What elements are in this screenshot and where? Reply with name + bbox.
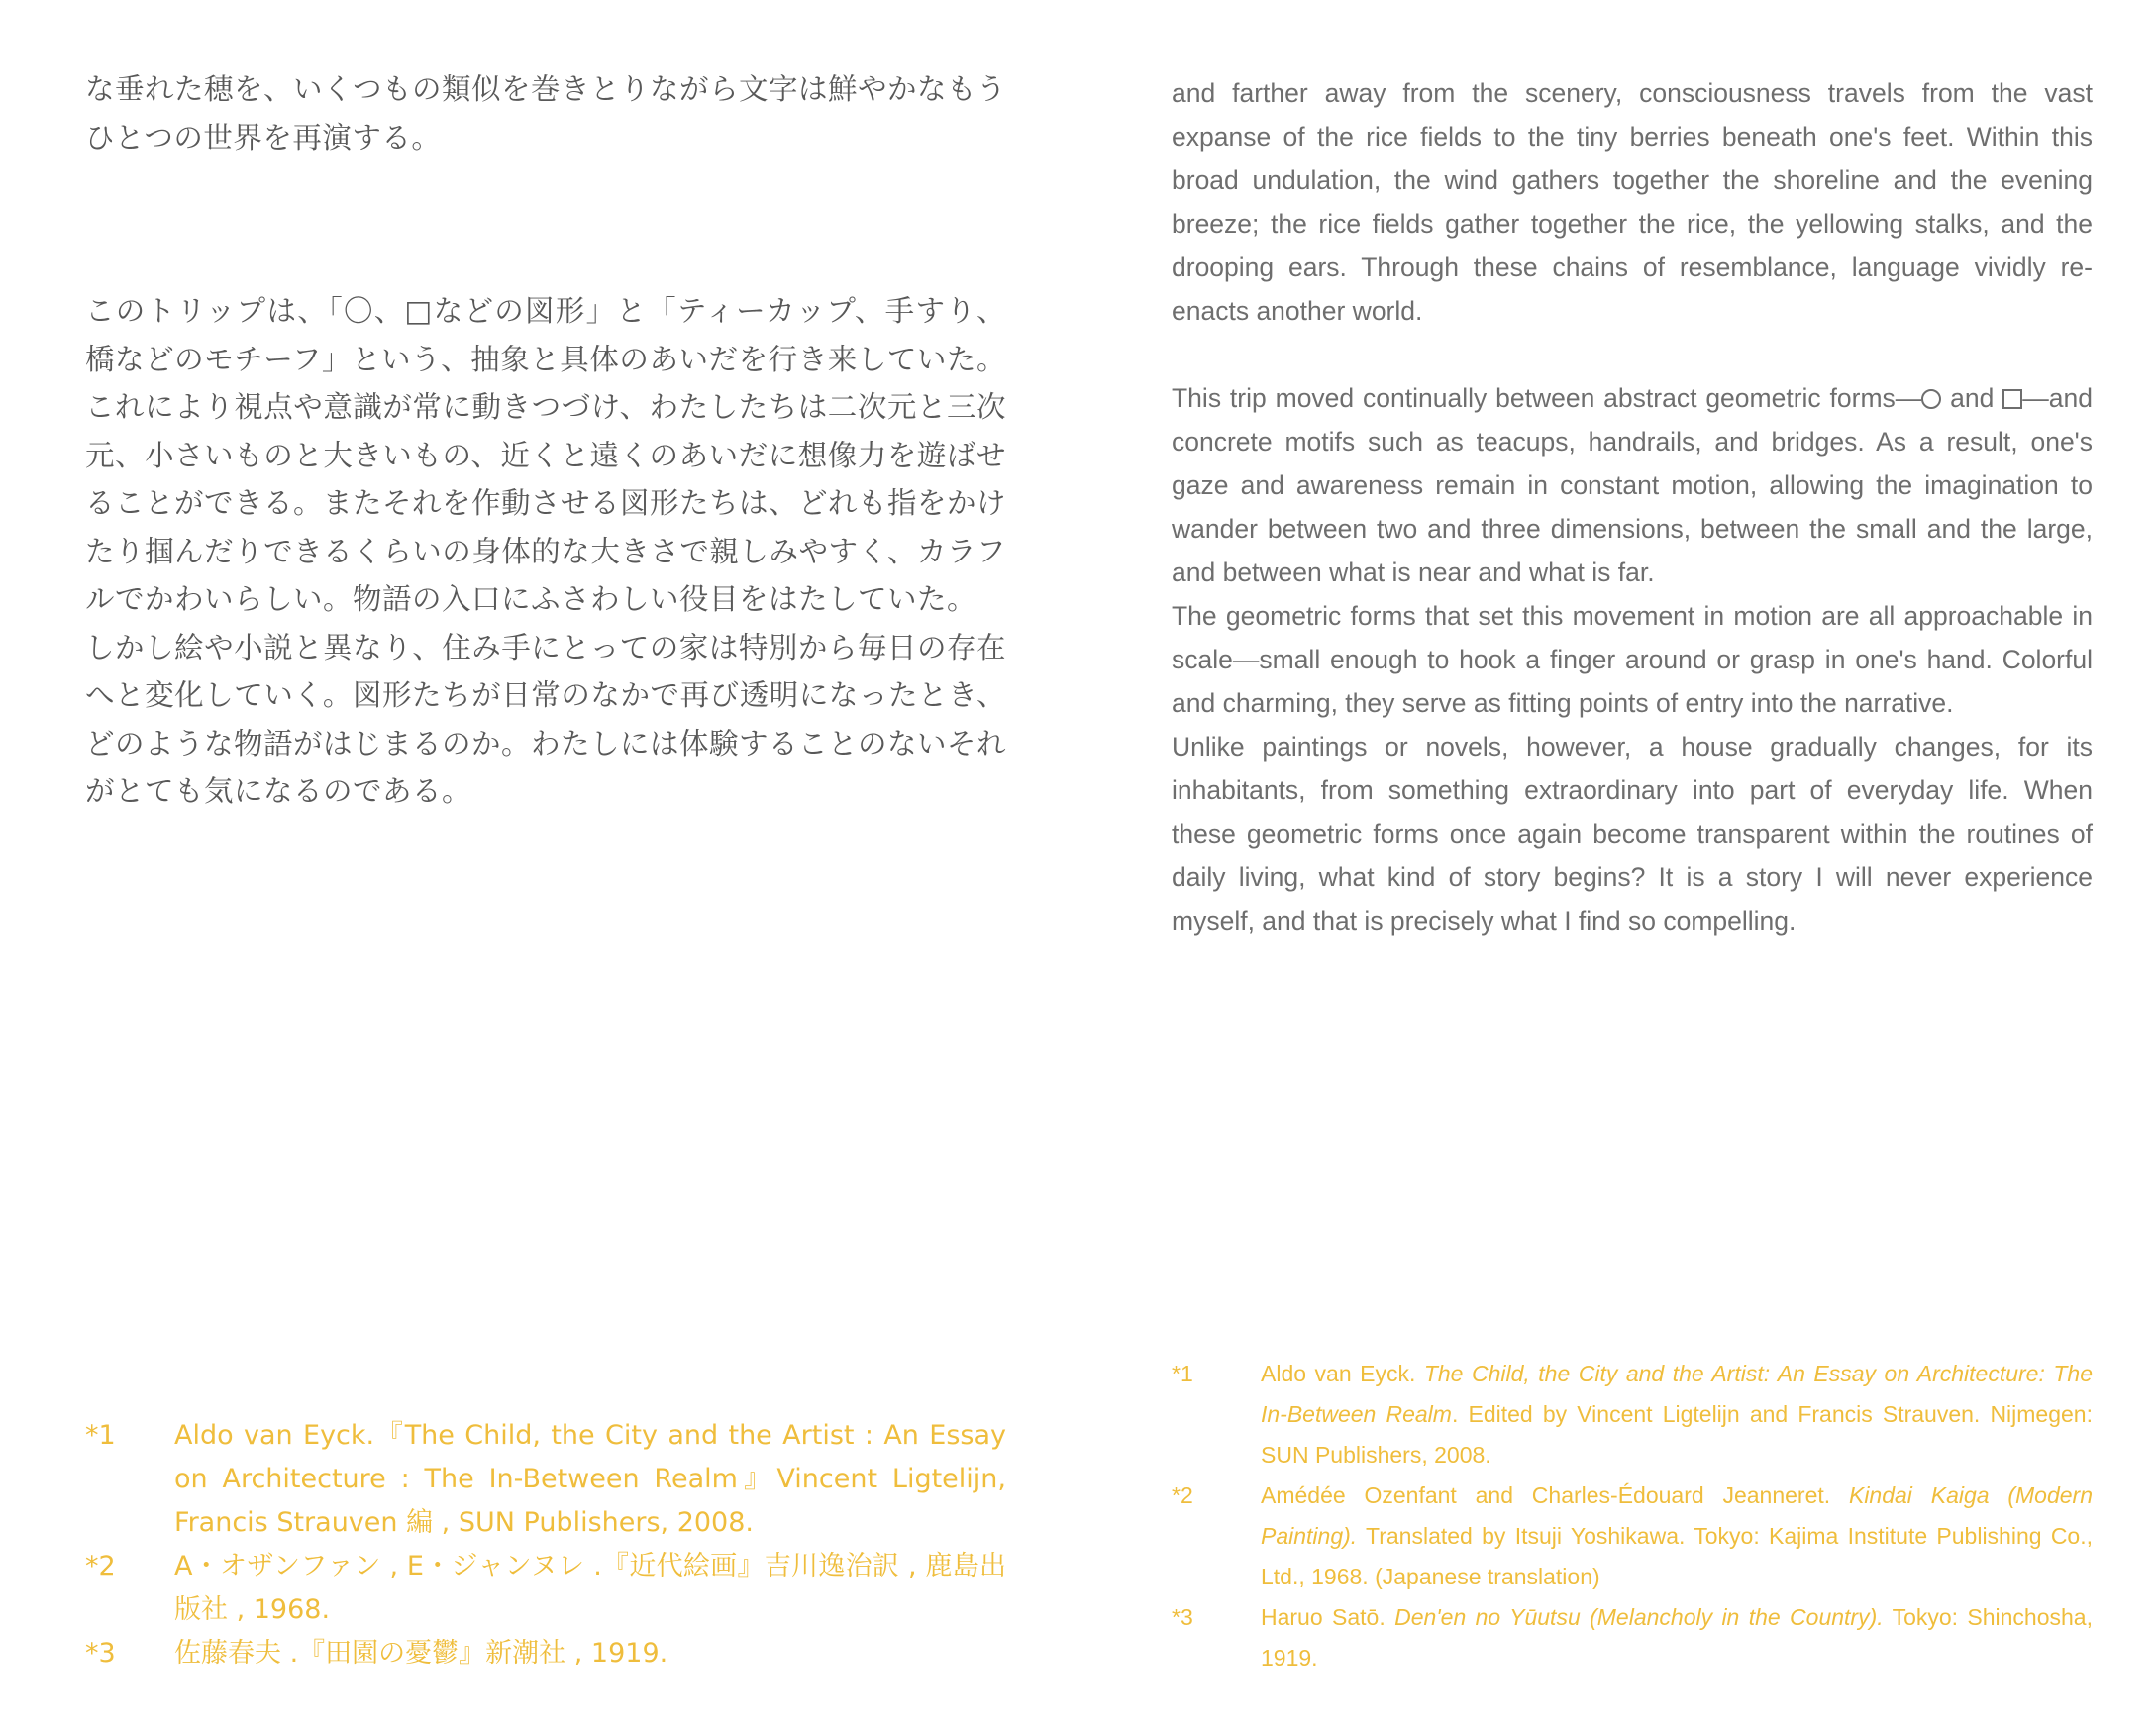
english-paragraph-1: and farther away from the scenery, consciousness travels from the vast expanse of the rice fields to the tiny berries beneath one's feet. Within this broad undulation, the wind gathers together the shoreline and the evening breeze; the rice fields gather together the rice, the yellowing stalks, and the drooping ears. Through these chains of resemblance, language vividly re-enacts another world. [1172,78,2093,326]
footnote-text [1261,1354,2093,1476]
footnote-post: Translated by Itsuji Yoshikawa. Tokyo: Kajima Institute Publishing Co., Ltd., 1968. (Japanese translation) [1261,1523,2093,1589]
footnote-text: A・オザンファン , E・ジャンヌレ .『近代絵画』吉川逸治訳 , 鹿島出版社 , 1968. [174,1551,1006,1625]
square-shape-icon [2002,389,2022,409]
footnote-marker: *2 [85,1551,116,1581]
paragraph-2-start: This trip moved continually between abstract geometric forms— [1172,383,1922,413]
paragraph-gap [1172,333,2093,376]
footnote-text [1261,1597,2093,1679]
footnote-post: Tokyo: Shinchosha, 1919. [1261,1604,2093,1671]
footnote-text [1261,1476,2093,1597]
footnote-title: The Child, the City and the Artist: An Essay on Architecture: The In-Between Realm [1261,1361,2093,1427]
paragraph-2-and: and [1941,383,2003,413]
paragraph-gap [85,161,1006,287]
english-paragraph-4: Unlike paintings or novels, however, a house gradually changes, for its inhabitants, from something extraordinary into part of everyday life. When these geometric forms once again become transparent within the routines of daily living, what kind of story begins? It is a story I will never experience myself, and that is precisely what I find so compelling. [1172,732,2093,936]
intro-line-2: ひとつの世界を再演する。 [85,120,442,154]
footnote-text: Aldo van Eyck.『The Child, the City and the Artist : An Essay on Architecture : The In-Between Realm』Vincent Ligtelijn, Francis Strauven 編 , SUN Publishers, 2008. [174,1420,1006,1538]
english-footnotes [1172,1354,2093,1679]
japanese-footnotes [85,1414,1006,1676]
footnote-pre: Amédée Ozenfant and Charles-Édouard Jeanneret. [1261,1482,1849,1508]
footnote-item [1172,1476,2093,1597]
intro-line-1: な垂れた穂を、いくつもの類似を巻きとりながら文字は鮮やかなもう [85,72,1007,106]
english-paragraph-3: The geometric forms that set this movement in motion are all approachable in scale—small enough to hook a finger around or grasp in one's hand. Colorful and charming, they serve as fitting points of entry into the narrative. [1172,601,2093,718]
footnote-marker: *3 [1172,1604,1193,1630]
footnote-marker: *2 [1172,1482,1193,1508]
footnote-marker: *1 [85,1420,116,1451]
english-paragraph-2 [1172,376,2093,594]
footnote-title: Den'en no Yūutsu (Melancholy in the Country). [1394,1604,1884,1630]
japanese-paragraph-2: しかし絵や小説と異なり、住み手にとっての家は特別から毎日の存在へと変化していく。図形たちが日常のなかで再び透明になったとき、どのような物語がはじまるのか。わたしには体験することのないそれがとても気になるのである。 [85,630,1007,808]
footnote-item [85,1545,1006,1632]
paragraph-2-rest: —and concrete motifs such as teacups, handrails, and bridges. As a result, one's gaze and awareness remain in constant motion, allowing the imagination to wander between two and three dimensions, between the small and the large, and between what is near and what is far. [1172,383,2093,587]
footnote-item [1172,1597,2093,1679]
footnote-marker: *1 [1172,1361,1193,1386]
english-body-column [1172,71,2093,943]
japanese-body-column [85,65,1006,816]
footnote-post: . Edited by Vincent Ligtelijn and Francis Strauven. Nijmegen: SUN Publishers, 2008. [1261,1401,2093,1468]
footnote-title: Kindai Kaiga (Modern Painting). [1261,1482,2094,1549]
footnote-item [85,1632,1006,1676]
footnote-marker: *3 [85,1638,116,1669]
japanese-paragraph-1: このトリップは、「〇、□などの図形」と「ティーカップ、手すり、橋などのモチーフ」という、抽象と具体のあいだを行き来していた。これにより視点や意識が常に動きつづけ、わたしたちは二次元と三次元、小さいものと大きいもの、近くと遠くのあいだに想像力を遊ばせることができる。またそれを作動させる図形たちは、どれも指をかけたり掴んだりできるくらいの身体的な大きさで親しみやすく、カラフルでかわいらしい。物語の入口にふさわしい役目をはたしていた。 [85,294,1007,616]
footnote-item [1172,1354,2093,1476]
footnote-pre: Aldo van Eyck. [1261,1361,1424,1386]
footnote-pre: Haruo Satō. [1261,1604,1395,1630]
footnote-text: 佐藤春夫 .『田園の憂鬱』新潮社 , 1919. [174,1638,668,1669]
circle-shape-icon [1921,389,1941,409]
footnote-item [85,1414,1006,1545]
